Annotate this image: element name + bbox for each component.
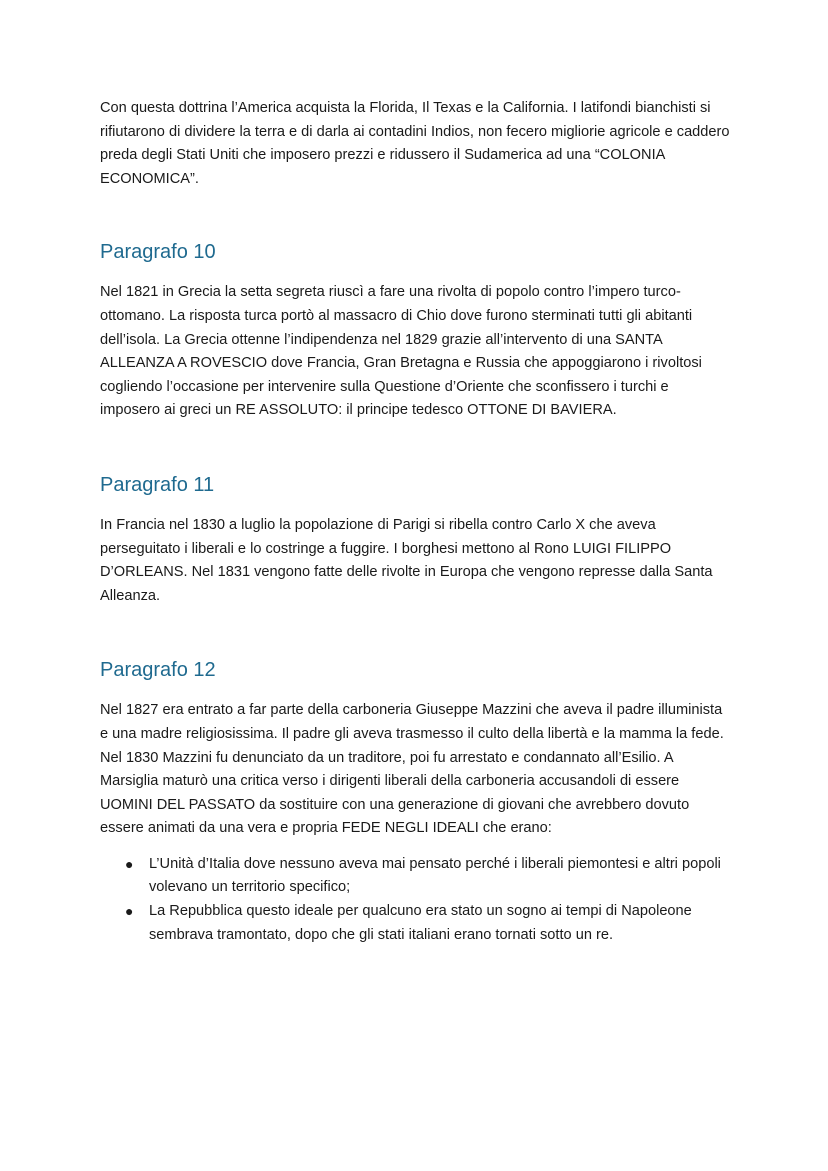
section-heading-10: Paragrafo 10: [100, 241, 216, 264]
intro-paragraph: Con questa dottrina l’America acquista la Florida, Il Texas e la California. I latifondi bianchisti si rifiutarono di dividere la terra e di darla ai contadini Indios, non fecero migliorie agricole e caddero preda degli Stati Uniti che imposero prezzi e ridussero il Sudamerica ad una “COLONIA ECONOMICA”.: [100, 100, 730, 187]
section-heading-12: Paragrafo 12: [100, 659, 216, 682]
document-page: [100, 97, 732, 947]
section-text-12: Nel 1827 era entrato a far parte della carboneria Giuseppe Mazzini che aveva il padre illuminista e una madre religiosissima. Il padre gli aveva trasmesso il culto della libertà e la mamma la fede. Nel 1830 Mazzini fu denunciato da un traditore, poi fu arrestato e condannato all’Esilio. A Marsiglia maturò una critica verso i dirigenti liberali della carboneria accusandoli di essere UOMINI DEL PASSATO da sostituire con una generazione di giovani che avrebbero dovuto essere animati da una vera e propria FEDE NEGLI IDEALI che erano:: [100, 702, 724, 837]
ideals-list: [100, 853, 732, 947]
list-item: [125, 900, 732, 947]
bullet-icon: ●: [125, 855, 134, 872]
bullet-icon: ●: [125, 903, 134, 920]
section-text-11: In Francia nel 1830 a luglio la popolazione di Parigi si ribella contro Carlo X che aveva perseguitato i liberali e lo costringe a fuggire. I borghesi mettono al Rono LUIGI FILIPPO D’ORLEANS. Nel 1831 vengono fatte delle rivolte in Europa che vengono represse dalla Santa Alleanza.: [100, 516, 713, 604]
list-item-text: La Repubblica questo ideale per qualcuno era stato un sogno ai tempi di Napoleone sembrava tramontato, dopo che gli stati italiani erano tornati sotto un re.: [149, 903, 692, 943]
section-heading-11: Paragrafo 11: [100, 473, 215, 496]
list-item: [125, 853, 732, 900]
section-text-10: Nel 1821 in Grecia la setta segreta riuscì a fare una rivolta di popolo contro l’impero turco-ottomano. La risposta turca portò al massacro di Chio dove furono sterminati tutti gli abitanti dell’isola. La Grecia ottenne l’indipendenza nel 1829 grazie all’intervento di una SANTA ALLEANZA A ROVESCIO dove Francia, Gran Bretagna e Russia che appoggiarono i rivoltosi cogliendo l’occasione per intervenire sulla Questione d’Oriente che sconfissero i turchi e imposero ai greci un RE ASSOLUTO: il principe tedesco OTTONE DI BAVIERA.: [100, 284, 702, 419]
list-item-text: L’Unità d’Italia dove nessuno aveva mai pensato perché i liberali piemontesi e altri popoli volevano un territorio specifico;: [149, 855, 721, 896]
